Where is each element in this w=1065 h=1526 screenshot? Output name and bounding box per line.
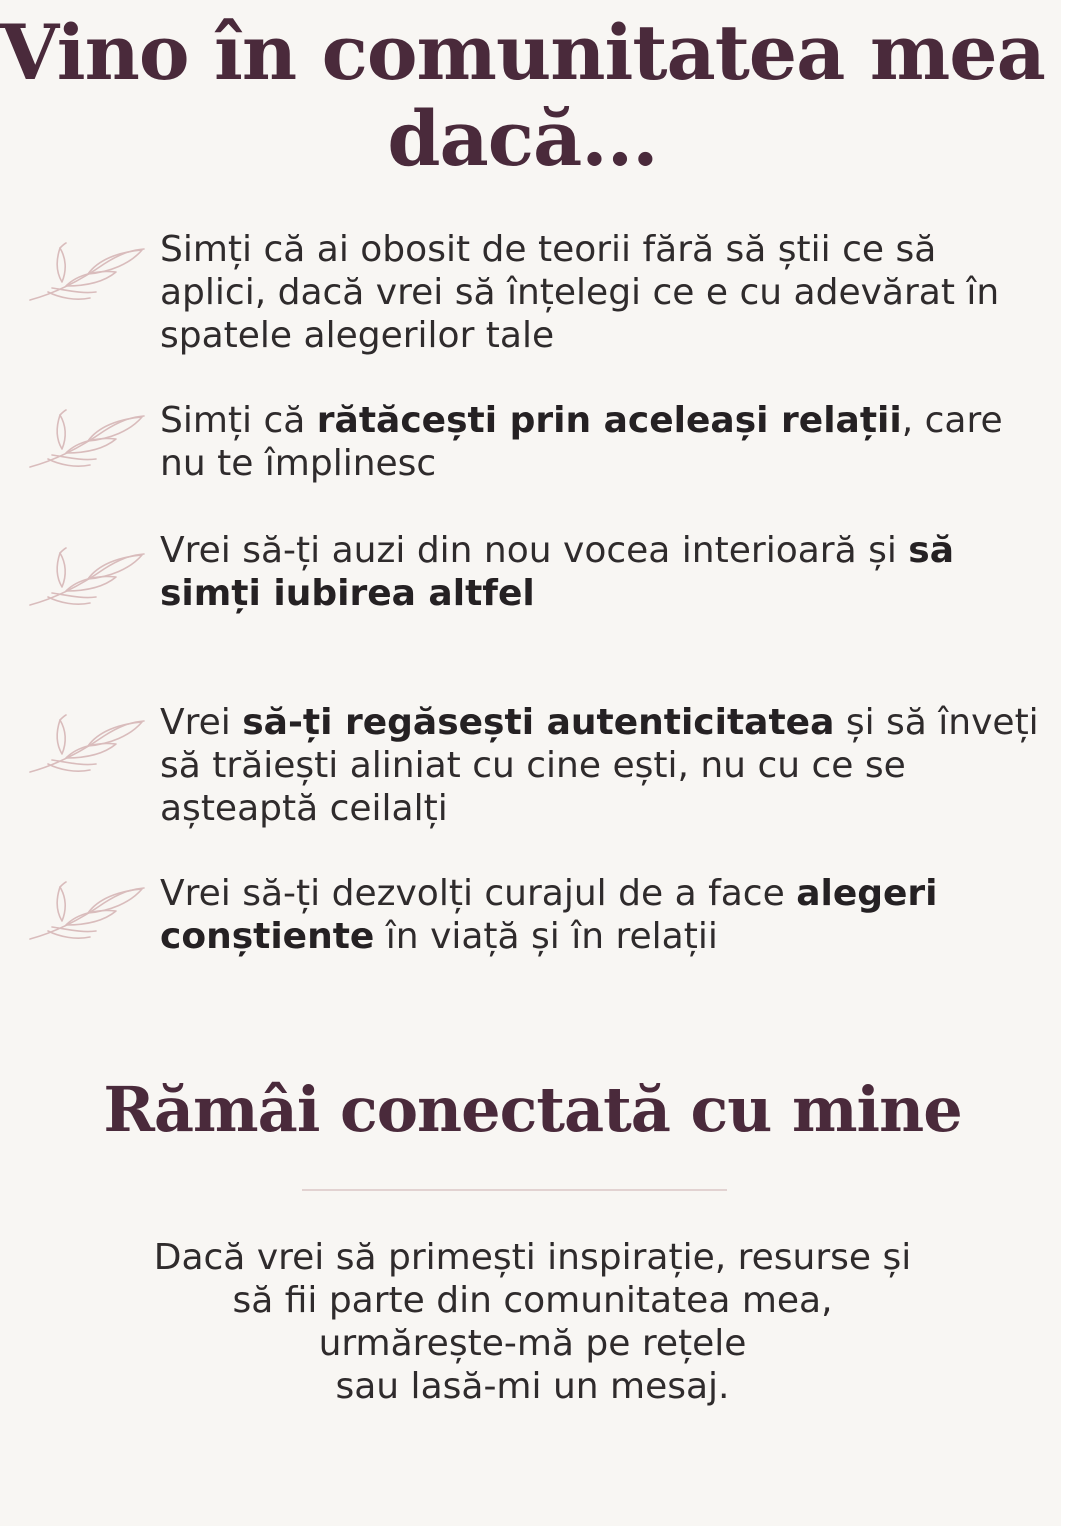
bullet-text: Simți că ai obosit de teorii fără să știi ce să aplici, dacă vrei să înțelegi ce e cu adevărat în spatele alegerilor tale: [160, 229, 1000, 356]
bullet-text-bold: să simți iubirea altfel: [160, 530, 955, 614]
bullet-text-bold: rătăcești prin aceleași relații: [316, 400, 902, 441]
bullet-item: [160, 228, 1040, 357]
bullet-text-bold: să-ți regăsești autenticitatea: [242, 702, 835, 743]
bullet-text: și să înveți să trăiești aliniat cu cine ești, nu cu ce se așteaptă ceilalți: [160, 702, 1039, 829]
leaf-branch-icon: [26, 543, 150, 609]
leaf-branch-icon: [26, 238, 150, 304]
closing-paragraph: [0, 1236, 1065, 1408]
page-title: Vino în comunitatea mea dacă...: [0, 8, 1045, 183]
page-edge: [1061, 0, 1065, 1526]
closing-line: Dacă vrei să primești inspirație, resurse și: [153, 1237, 912, 1278]
bullet-text: Vrei: [160, 702, 243, 743]
bullet-item: [160, 399, 1040, 485]
leaf-branch-icon: [26, 877, 150, 943]
bullet-text: Simți că: [160, 400, 317, 441]
bullet-item: [160, 872, 1040, 958]
bullet-text: Vrei să-ți auzi din nou vocea interioară și: [160, 530, 909, 571]
closing-line: sau lasă-mi un mesaj.: [335, 1366, 730, 1407]
bullet-item: [160, 701, 1040, 830]
closing-line: urmărește-mă pe rețele: [318, 1323, 747, 1364]
leaf-branch-icon: [26, 405, 150, 471]
divider-line: [302, 1189, 727, 1191]
bullet-item: [160, 529, 1040, 615]
bullet-text: în viață și în relații: [374, 916, 718, 957]
bullet-text: Vrei să-ți dezvolți curajul de a face: [160, 873, 797, 914]
closing-line: să fii parte din comunitatea mea,: [232, 1280, 833, 1321]
section-subtitle: Rămâi conectată cu mine: [103, 1073, 962, 1146]
bullet-text: , care nu te împlinesc: [160, 400, 1003, 484]
leaf-branch-icon: [26, 710, 150, 776]
bullet-text-bold: alegeri conștiente: [160, 873, 938, 957]
